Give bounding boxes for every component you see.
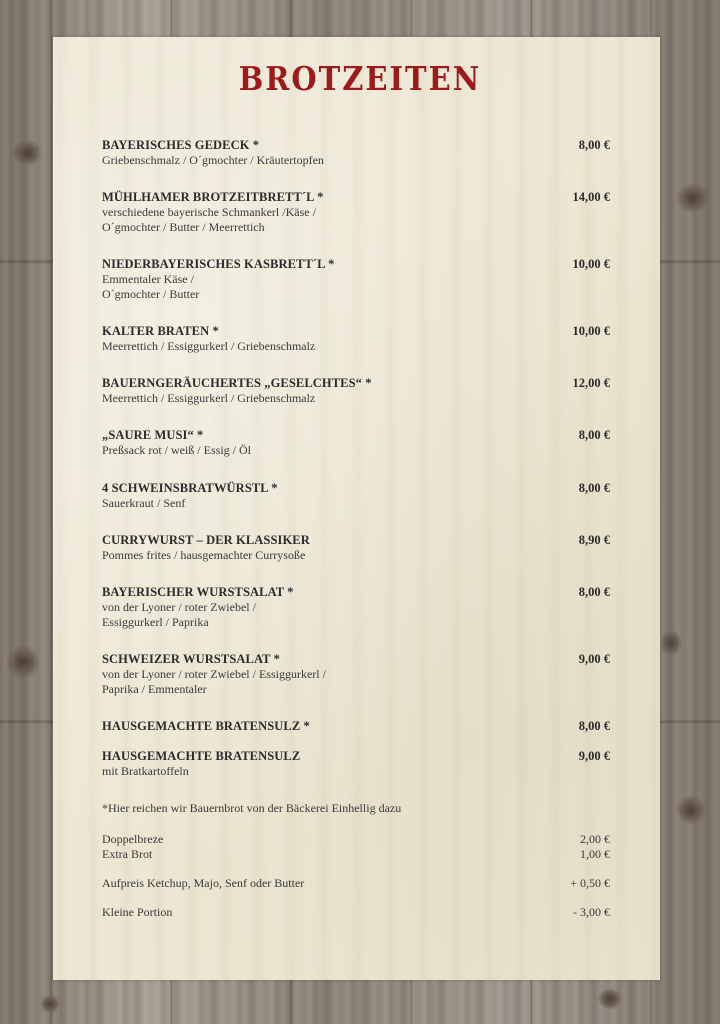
menu-item-price: 8,90 €: [578, 533, 610, 547]
menu-item: [102, 533, 610, 563]
menu-item-desc: Preßsack rot / weiß / Essig / Öl: [102, 443, 251, 457]
menu-item-desc: von der Lyoner / roter Zwiebel /: [102, 600, 256, 614]
menu-item-desc: Sauerkraut / Senf: [102, 496, 186, 510]
extra-price: 1,00 €: [580, 847, 610, 861]
menu-item-name: KALTER BRATEN *: [102, 324, 219, 338]
menu-item-desc: von der Lyoner / roter Zwiebel / Essiggurkerl /: [102, 667, 326, 681]
page-title: BROTZEITEN: [238, 59, 482, 99]
wood-knot: [12, 140, 42, 166]
menu-item-desc: Griebenschmalz / O´gmochter / Kräutertopfen: [102, 153, 324, 167]
extra-label: Extra Brot: [102, 847, 153, 861]
menu-item-name: CURRYWURST – DER KLASSIKER: [102, 533, 310, 547]
menu-item-price: 9,00 €: [578, 652, 610, 666]
extra-price: + 0,50 €: [570, 876, 610, 890]
wood-knot: [676, 795, 706, 825]
menu-item-desc: Meerrettich / Essiggurkerl / Griebenschmalz: [102, 391, 316, 405]
menu-item: [102, 138, 610, 168]
menu-item-desc: O´gmochter / Butter / Meerrettich: [102, 220, 265, 234]
wood-knot: [6, 645, 40, 679]
menu-item-price: 8,00 €: [578, 585, 610, 599]
menu-item: [102, 652, 610, 697]
menu-item-desc: Paprika / Emmentaler: [102, 682, 207, 696]
menu-item-desc: mit Bratkartoffeln: [102, 764, 189, 778]
menu-item-name: HAUSGEMACHTE BRATENSULZ: [102, 749, 301, 763]
menu-item-name: NIEDERBAYERISCHES KASBRETT´L *: [102, 257, 335, 271]
menu-item: [102, 719, 610, 734]
menu-item: [102, 585, 610, 630]
menu-item-name: BAYERISCHES GEDECK *: [102, 138, 260, 152]
menu-item-desc: Pommes frites / hausgemachter Currysoße: [102, 548, 306, 562]
menu-item-name: 4 SCHWEINSBRATWÜRSTL *: [102, 481, 278, 495]
menu-item-desc: Meerrettich / Essiggurkerl / Griebenschmalz: [102, 339, 316, 353]
menu-item-price: 8,00 €: [578, 428, 610, 442]
wood-knot: [598, 988, 622, 1010]
menu-item: [102, 376, 610, 406]
wood-knot: [676, 183, 710, 213]
menu-item-price: 12,00 €: [572, 376, 610, 390]
menu-item-name: HAUSGEMACHTE BRATENSULZ *: [102, 719, 310, 733]
extra-label: Doppelbreze: [102, 832, 164, 846]
extra-price: - 3,00 €: [573, 905, 610, 919]
menu-item-price: 8,00 €: [578, 481, 610, 495]
menu-item: [102, 190, 610, 235]
menu-item-name: MÜHLHAMER BROTZEITBRETT´L *: [102, 190, 324, 204]
extra-row: [102, 905, 610, 920]
menu-item: [102, 749, 610, 779]
menu-item-price: 9,00 €: [578, 749, 610, 763]
bread-note: *Hier reichen wir Bauernbrot von der Bäckerei Einhellig dazu: [102, 801, 402, 815]
menu-item-desc: verschiedene bayerische Schmankerl /Käse /: [102, 205, 316, 219]
menu-item-price: 8,00 €: [578, 138, 610, 152]
menu-item: [102, 481, 610, 511]
extra-row: [102, 847, 610, 862]
extra-row: [102, 832, 610, 847]
menu-item-name: „SAURE MUSI“ *: [102, 428, 204, 442]
wood-knot: [40, 995, 60, 1013]
menu-item-name: BAYERISCHER WURSTSALAT *: [102, 585, 294, 599]
menu-item-name: SCHWEIZER WURSTSALAT *: [102, 652, 280, 666]
extra-row: [102, 876, 610, 891]
menu-item: [102, 257, 610, 302]
menu-item-price: 10,00 €: [572, 324, 610, 338]
menu-item-desc: O´gmochter / Butter: [102, 287, 200, 301]
menu-item: [102, 428, 610, 458]
menu-item-price: 14,00 €: [572, 190, 610, 204]
menu-item-desc: Essiggurkerl / Paprika: [102, 615, 209, 629]
menu-item-desc: Emmentaler Käse /: [102, 272, 194, 286]
extra-label: Aufpreis Ketchup, Majo, Senf oder Butter: [102, 876, 305, 890]
menu-item-name: BAUERNGERÄUCHERTES „GESELCHTES“ *: [102, 376, 372, 390]
extra-price: 2,00 €: [580, 832, 610, 846]
extra-label: Kleine Portion: [102, 905, 173, 919]
menu-item: [102, 324, 610, 354]
wood-knot: [660, 630, 682, 656]
menu-item-price: 10,00 €: [572, 257, 610, 271]
menu-item-price: 8,00 €: [578, 719, 610, 733]
